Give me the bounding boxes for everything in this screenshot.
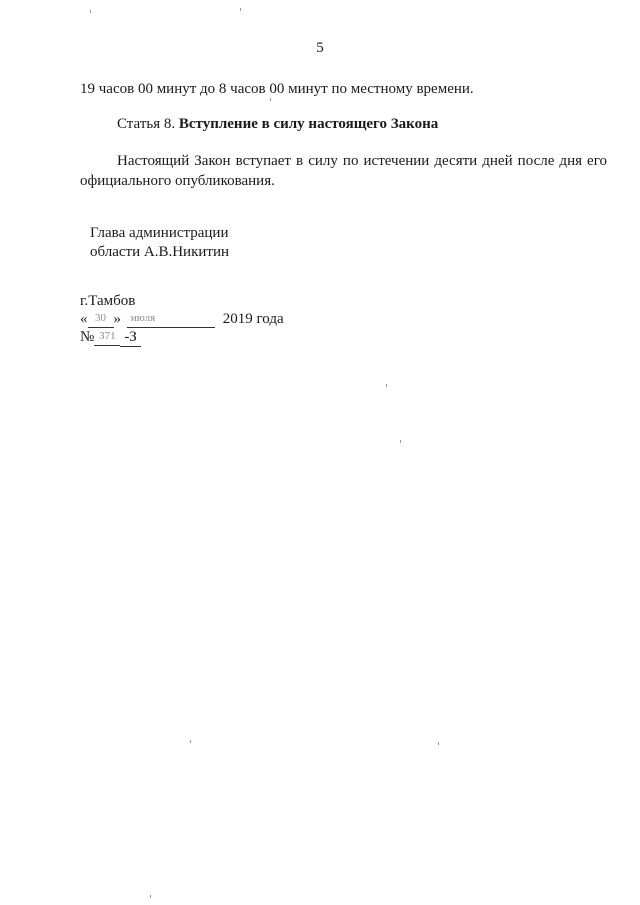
scan-speck xyxy=(400,440,401,443)
signatory-name: области А.В.Никитин xyxy=(90,244,230,260)
body-text-line: 19 часов 00 минут до 8 часов 00 минут по местному времени. xyxy=(80,81,474,97)
close-quote: » xyxy=(113,311,121,327)
scan-speck xyxy=(90,10,91,13)
paragraph-line: официального опубликования. xyxy=(80,173,275,189)
scan-speck xyxy=(270,98,271,101)
scan-speck xyxy=(386,384,387,387)
scan-speck xyxy=(190,740,191,743)
law-number-suffix: -З xyxy=(120,328,141,347)
article-title: Вступление в силу настоящего Закона xyxy=(178,116,439,132)
number-sign: № xyxy=(80,329,95,345)
signatory-title: Глава администрации xyxy=(90,225,229,241)
law-number: 371 xyxy=(94,327,120,346)
scan-speck xyxy=(240,8,241,11)
scan-speck xyxy=(150,895,151,898)
article-number: Статья 8. xyxy=(117,116,179,132)
date-year: 2019 года xyxy=(222,311,284,327)
scan-speck xyxy=(438,742,439,745)
date-day: 30 xyxy=(88,309,114,328)
city-name: г.Тамбов xyxy=(80,293,136,309)
article-heading xyxy=(117,115,438,133)
law-number-line xyxy=(80,328,141,348)
paragraph-line: Настоящий Закон вступает в силу по истечении десяти дней после дня его xyxy=(117,153,607,169)
page-number: 5 xyxy=(316,40,324,56)
open-quote: « xyxy=(80,311,88,327)
date-month: июля xyxy=(127,309,215,328)
